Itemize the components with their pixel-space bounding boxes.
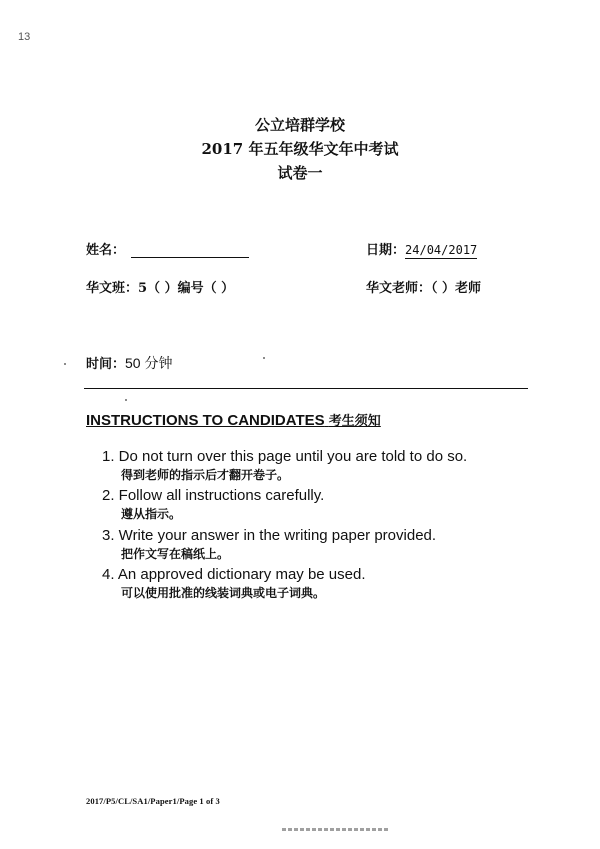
instruction-text-cn: 遵从指示。 xyxy=(121,507,182,522)
name-label: 姓名： xyxy=(86,243,126,258)
exam-title: 2017 年五年级华文年中考试 xyxy=(201,140,399,158)
instructions-heading-cn: 考生须知 xyxy=(328,414,381,429)
time-value: 50 分钟 xyxy=(125,355,173,371)
teacher-label: 华文老师：（ ）老师 xyxy=(366,281,482,296)
instruction-item xyxy=(102,566,532,605)
class-label: 华文班：5（ ）编号（ ） xyxy=(86,281,235,296)
school-name: 公立培群学校 xyxy=(254,116,345,134)
paper-title: 试卷一 xyxy=(277,164,323,182)
instructions-list xyxy=(102,448,532,605)
teacher-field xyxy=(366,277,481,296)
class-field xyxy=(86,277,234,296)
exam-header xyxy=(0,113,600,185)
section-divider xyxy=(84,388,528,389)
instruction-text-cn: 把作文写在稿纸上。 xyxy=(121,546,230,561)
instructions-heading xyxy=(86,410,381,429)
name-blank-line xyxy=(131,243,249,258)
date-label: 日期： xyxy=(366,243,406,258)
instruction-item xyxy=(102,527,532,566)
date-value: 24/04/2017 xyxy=(405,243,478,257)
instruction-text-en: 3. Write your answer in the writing paper provided. xyxy=(102,526,437,544)
instruction-text-en: 2. Follow all instructions carefully. xyxy=(102,487,325,505)
scan-watermark-strip xyxy=(282,828,390,831)
scan-speck xyxy=(263,357,265,359)
instructions-heading-en: INSTRUCTIONS TO CANDIDATES xyxy=(86,412,325,429)
scan-speck xyxy=(64,363,66,365)
instruction-text-en: 4. An approved dictionary may be used. xyxy=(102,565,366,583)
instruction-text-cn: 可以使用批准的线装词典或电子词典。 xyxy=(121,585,326,600)
instruction-item xyxy=(102,487,532,526)
scan-speck xyxy=(125,399,127,401)
handwritten-page-number: 13 xyxy=(18,31,31,43)
page-footer: 2017/P5/CL/SA1/Paper1/Page 1 of 3 xyxy=(86,796,220,806)
name-field xyxy=(86,239,249,258)
instruction-item xyxy=(102,448,532,487)
date-field xyxy=(366,239,477,258)
instruction-text-cn: 得到老师的指示后才翻开卷子。 xyxy=(121,468,290,482)
time-label: 时间： xyxy=(86,357,126,372)
time-field xyxy=(86,353,172,373)
instruction-text-en: 1. Do not turn over this page until you are told to do so. xyxy=(102,448,468,465)
